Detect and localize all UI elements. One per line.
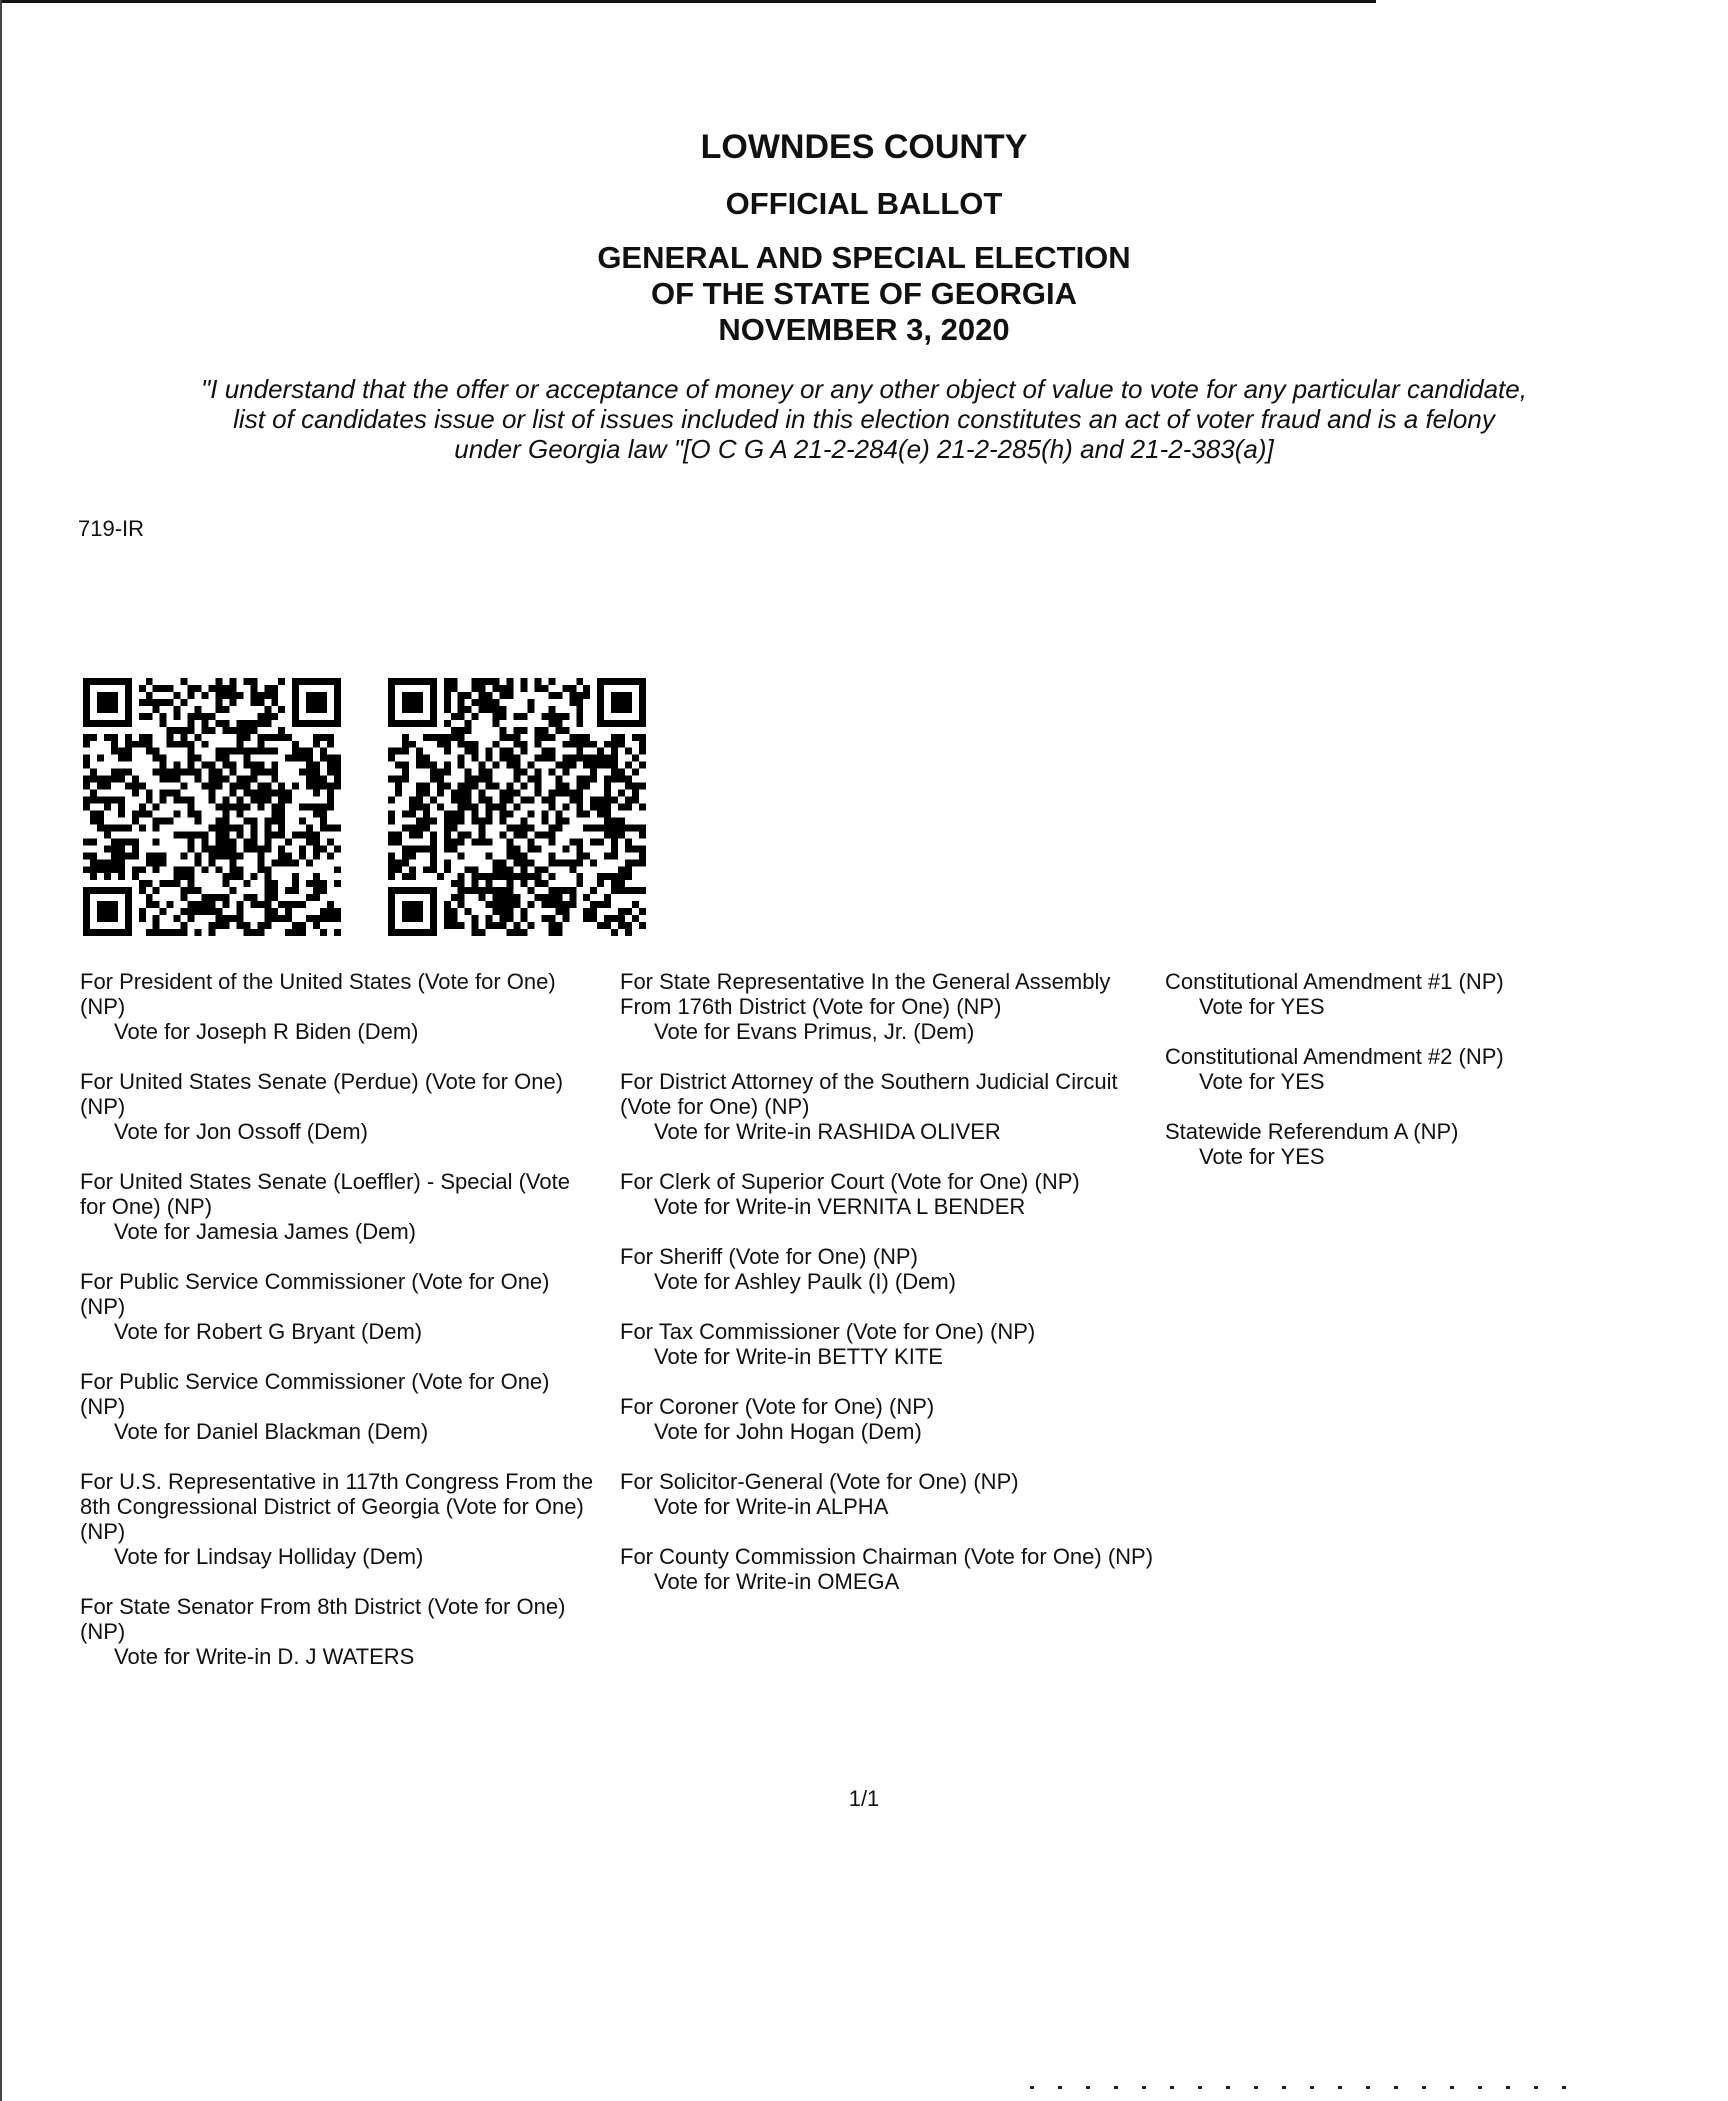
contest-selection: Vote for Jon Ossoff (Dem) [114, 1119, 368, 1144]
page-number: 1/1 [848, 1786, 880, 1811]
contest-item [1165, 1119, 1685, 1169]
scan-artifact-bottom [1030, 2086, 1590, 2089]
county-title: LOWNDES COUNTY [700, 128, 1028, 166]
election-date: NOVEMBER 3, 2020 [718, 312, 1010, 347]
contest-selection: Vote for John Hogan (Dem) [654, 1419, 922, 1444]
contest-title: For District Attorney of the Southern Judicial Circuit (Vote for One) (NP) [620, 1069, 1118, 1119]
contest-title: For Tax Commissioner (Vote for One) (NP) [620, 1319, 1036, 1344]
election-title-line2: OF THE STATE OF GEORGIA [651, 276, 1077, 311]
contest-selection: Vote for Ashley Paulk (I) (Dem) [654, 1269, 956, 1294]
contest-item [80, 1269, 600, 1344]
contest-item [620, 1394, 1160, 1444]
contest-selection: Vote for Write-in VERNITA L BENDER [654, 1194, 1026, 1219]
contest-item [80, 1469, 600, 1569]
contest-selection: Vote for Write-in OMEGA [654, 1569, 900, 1594]
contest-selection: Vote for Evans Primus, Jr. (Dem) [654, 1019, 975, 1044]
contest-title: For U.S. Representative in 117th Congress From the 8th Congressional District of Georgia (Vote for One) (NP) [80, 1469, 594, 1544]
contest-selection: Vote for Write-in BETTY KITE [654, 1344, 943, 1369]
contest-item [620, 1469, 1160, 1519]
ballot-style-id: 719-IR [78, 516, 145, 541]
contest-title: For Coroner (Vote for One) (NP) [620, 1394, 935, 1419]
election-title-line1: GENERAL AND SPECIAL ELECTION [597, 240, 1131, 275]
contest-column-1 [80, 969, 600, 1694]
election-title [0, 240, 1728, 348]
contest-selection: Vote for Write-in ALPHA [654, 1494, 889, 1519]
contest-title: For Public Service Commissioner (Vote for One) (NP) [80, 1269, 550, 1319]
contest-selection: Vote for Lindsay Holliday (Dem) [114, 1544, 424, 1569]
contest-selection: Vote for YES [1199, 1069, 1325, 1094]
ballot-type-heading: OFFICIAL BALLOT [725, 186, 1003, 221]
contest-item [620, 1244, 1160, 1294]
qr-code-icon [378, 678, 656, 936]
contest-selection: Vote for Jamesia James (Dem) [114, 1219, 416, 1244]
contest-title: For State Representative In the General Assembly From 176th District (Vote for One) (NP) [620, 969, 1111, 1019]
contest-title: For Solicitor-General (Vote for One) (NP) [620, 1469, 1019, 1494]
contest-selection: Vote for Write-in D. J WATERS [114, 1644, 415, 1669]
contest-title: Constitutional Amendment #1 (NP) [1165, 969, 1504, 994]
notice-line: under Georgia law "[O C G A 21-2-284(e) 21-2-285(h) and 21-2-383(a)] [454, 434, 1274, 464]
contest-item [620, 969, 1160, 1044]
contest-title: For Public Service Commissioner (Vote for One) (NP) [80, 1369, 550, 1419]
contest-item [80, 1594, 600, 1669]
notice-line: "I understand that the offer or acceptance of money or any other object of value to vote for any particular candidate, [201, 374, 1527, 404]
contest-item [80, 969, 600, 1044]
contest-selection: Vote for YES [1199, 994, 1325, 1019]
contest-column-3 [1165, 969, 1685, 1194]
contest-selection: Vote for Write-in RASHIDA OLIVER [654, 1119, 1001, 1144]
contest-item [1165, 1044, 1685, 1094]
contest-title: Constitutional Amendment #2 (NP) [1165, 1044, 1504, 1069]
contest-title: For President of the United States (Vote for One) (NP) [80, 969, 556, 1019]
contest-item [80, 1069, 600, 1144]
contest-item [80, 1369, 600, 1444]
contest-item [620, 1169, 1160, 1219]
contest-item [620, 1069, 1160, 1144]
scan-border-top [0, 0, 1376, 3]
contest-selection: Vote for Daniel Blackman (Dem) [114, 1419, 429, 1444]
contest-title: For Clerk of Superior Court (Vote for One) (NP) [620, 1169, 1080, 1194]
contest-title: For Sheriff (Vote for One) (NP) [620, 1244, 918, 1269]
qr-code-icon [73, 678, 351, 936]
contest-item [80, 1169, 600, 1244]
contest-item [1165, 969, 1685, 1019]
contest-title: Statewide Referendum A (NP) [1165, 1119, 1459, 1144]
contest-title: For United States Senate (Loeffler) - Special (Vote for One) (NP) [80, 1169, 570, 1219]
contest-item [620, 1319, 1160, 1369]
contest-column-2 [620, 969, 1160, 1619]
contest-selection: Vote for Robert G Bryant (Dem) [114, 1319, 423, 1344]
notice-line: list of candidates issue or list of issues included in this election constitutes an act of voter fraud and is a felony [233, 404, 1495, 434]
contest-selection: Vote for Joseph R Biden (Dem) [114, 1019, 419, 1044]
voter-fraud-notice [60, 374, 1668, 464]
contest-item [620, 1544, 1160, 1594]
contest-title: For County Commission Chairman (Vote for One) (NP) [620, 1544, 1154, 1569]
contest-title: For United States Senate (Perdue) (Vote for One) (NP) [80, 1069, 564, 1119]
contest-selection: Vote for YES [1199, 1144, 1325, 1169]
contest-title: For State Senator From 8th District (Vote for One) (NP) [80, 1594, 566, 1644]
